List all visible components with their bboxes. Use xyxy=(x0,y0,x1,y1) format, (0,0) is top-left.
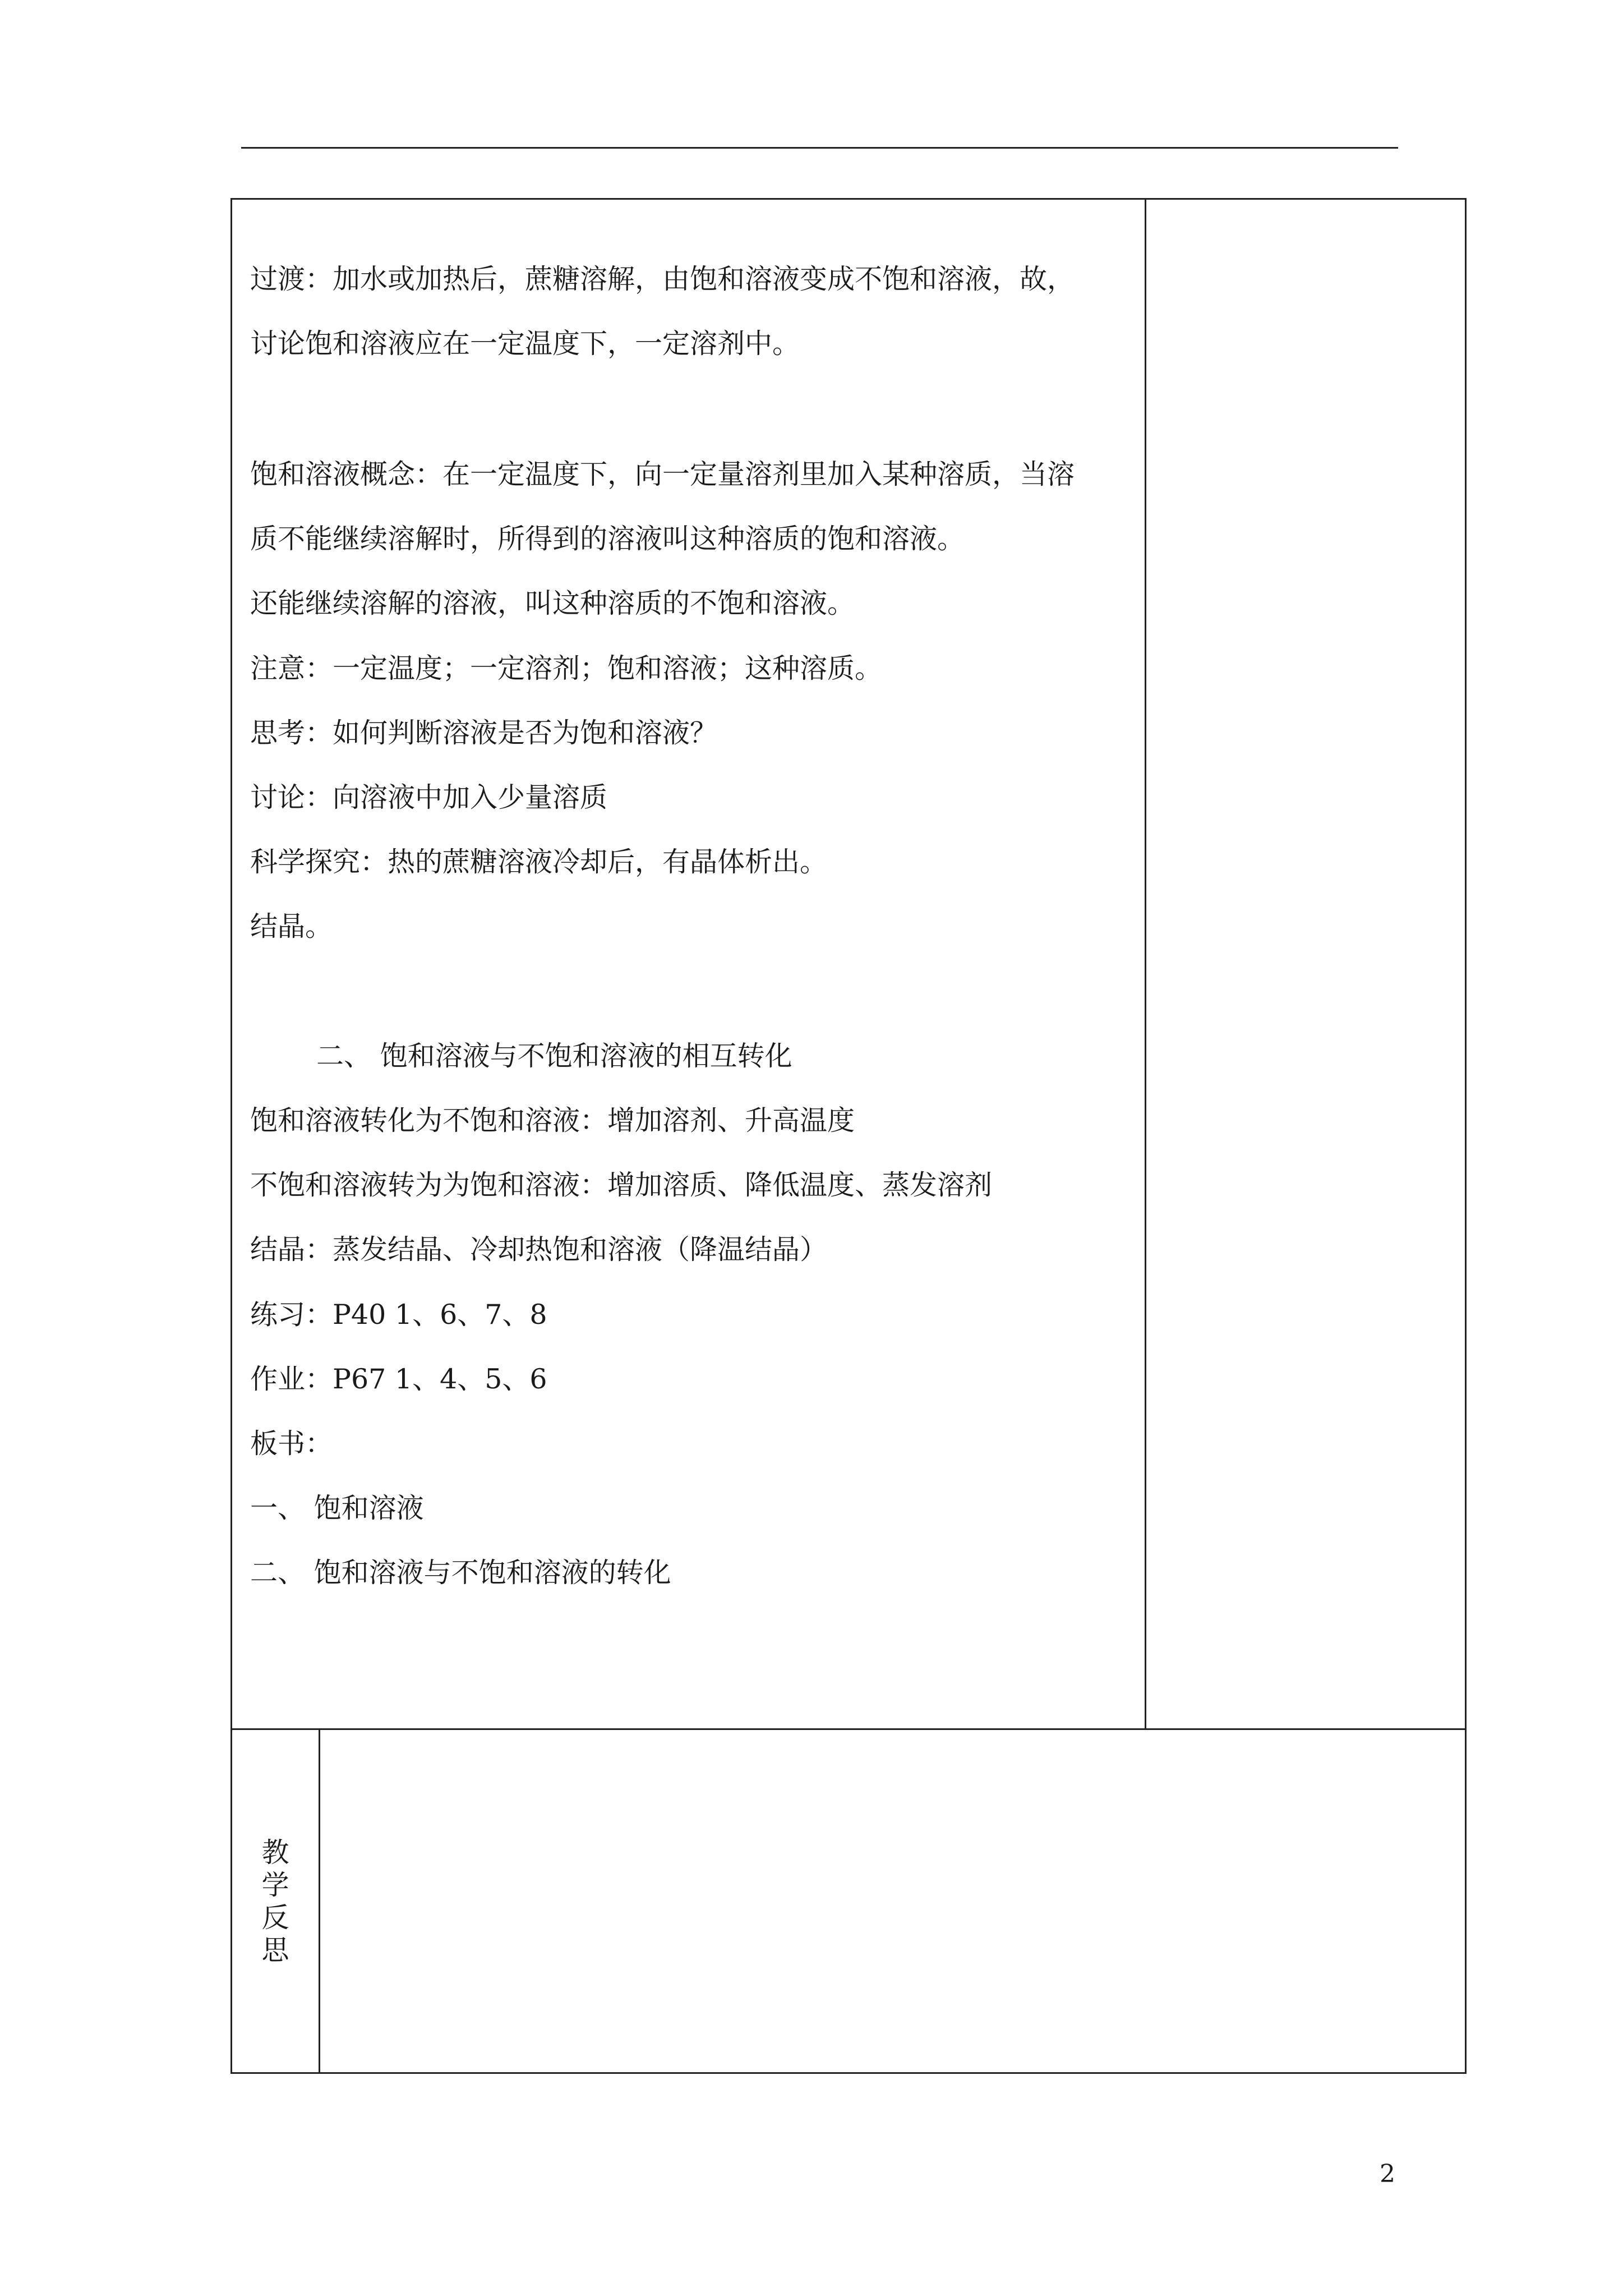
reflection-label-cell xyxy=(232,1730,320,2072)
lesson-content-row xyxy=(232,200,1465,1730)
think-line: 思考：如何判断溶液是否为饱和溶液？ xyxy=(250,717,718,749)
reflection-label-char: 思 xyxy=(261,1934,289,1966)
saturated-to-unsaturated-line: 饱和溶液转化为不饱和溶液：增加溶剂、升高温度 xyxy=(250,1105,855,1137)
section-two-heading: 二、 饱和溶液与不饱和溶液的相互转化 xyxy=(316,1040,792,1072)
lesson-content-cell xyxy=(232,200,1146,1728)
reflection-row xyxy=(232,1730,1465,2072)
crystallization-line: 结晶。 xyxy=(250,910,333,942)
transition-line-2: 讨论饱和溶液应在一定温度下，一定溶剂中。 xyxy=(250,328,800,360)
unsaturated-to-saturated-line: 不饱和溶液转为为饱和溶液：增加溶质、降低温度、蒸发溶剂 xyxy=(250,1169,993,1201)
unsaturated-definition-line: 还能继续溶解的溶液，叫这种溶质的不饱和溶液。 xyxy=(250,587,855,619)
discussion-line: 讨论：向溶液中加入少量溶质 xyxy=(250,781,608,813)
reflection-label-char: 学 xyxy=(261,1869,289,1901)
reflection-label-char: 教 xyxy=(261,1837,289,1869)
reflection-label-char: 反 xyxy=(261,1902,289,1934)
page-number: 2 xyxy=(1380,2160,1395,2188)
blackboard-label: 板书： xyxy=(250,1428,333,1460)
transition-line-1: 过渡：加水或加热后，蔗糖溶解，由饱和溶液变成不饱和溶液，故， xyxy=(250,263,1075,295)
crystallization-methods-line: 结晶：蒸发结晶、冷却热饱和溶液（降温结晶） xyxy=(250,1234,828,1266)
homework-line: 作业：P67 1、4、5、6 xyxy=(250,1363,547,1395)
reflection-content-cell xyxy=(320,1730,1465,2072)
blackboard-item-one: 一、 饱和溶液 xyxy=(250,1492,424,1524)
notes-cell xyxy=(1146,200,1465,1728)
inquiry-line: 科学探究：热的蔗糖溶液冷却后，有晶体析出。 xyxy=(250,846,828,878)
blackboard-item-two: 二、 饱和溶液与不饱和溶液的转化 xyxy=(250,1557,671,1589)
lesson-plan-table xyxy=(230,198,1467,2074)
saturated-definition-line-1: 饱和溶液概念：在一定温度下，向一定量溶剂里加入某种溶质，当溶 xyxy=(250,458,1075,490)
reflection-label xyxy=(232,1837,319,1967)
header-rule xyxy=(241,147,1398,149)
exercise-line: 练习：P40 1、6、7、8 xyxy=(250,1299,547,1331)
saturated-definition-line-2: 质不能继续溶解时，所得到的溶液叫这种溶质的饱和溶液。 xyxy=(250,523,965,555)
note-line: 注意：一定温度；一定溶剂；饱和溶液；这种溶质。 xyxy=(250,652,883,684)
